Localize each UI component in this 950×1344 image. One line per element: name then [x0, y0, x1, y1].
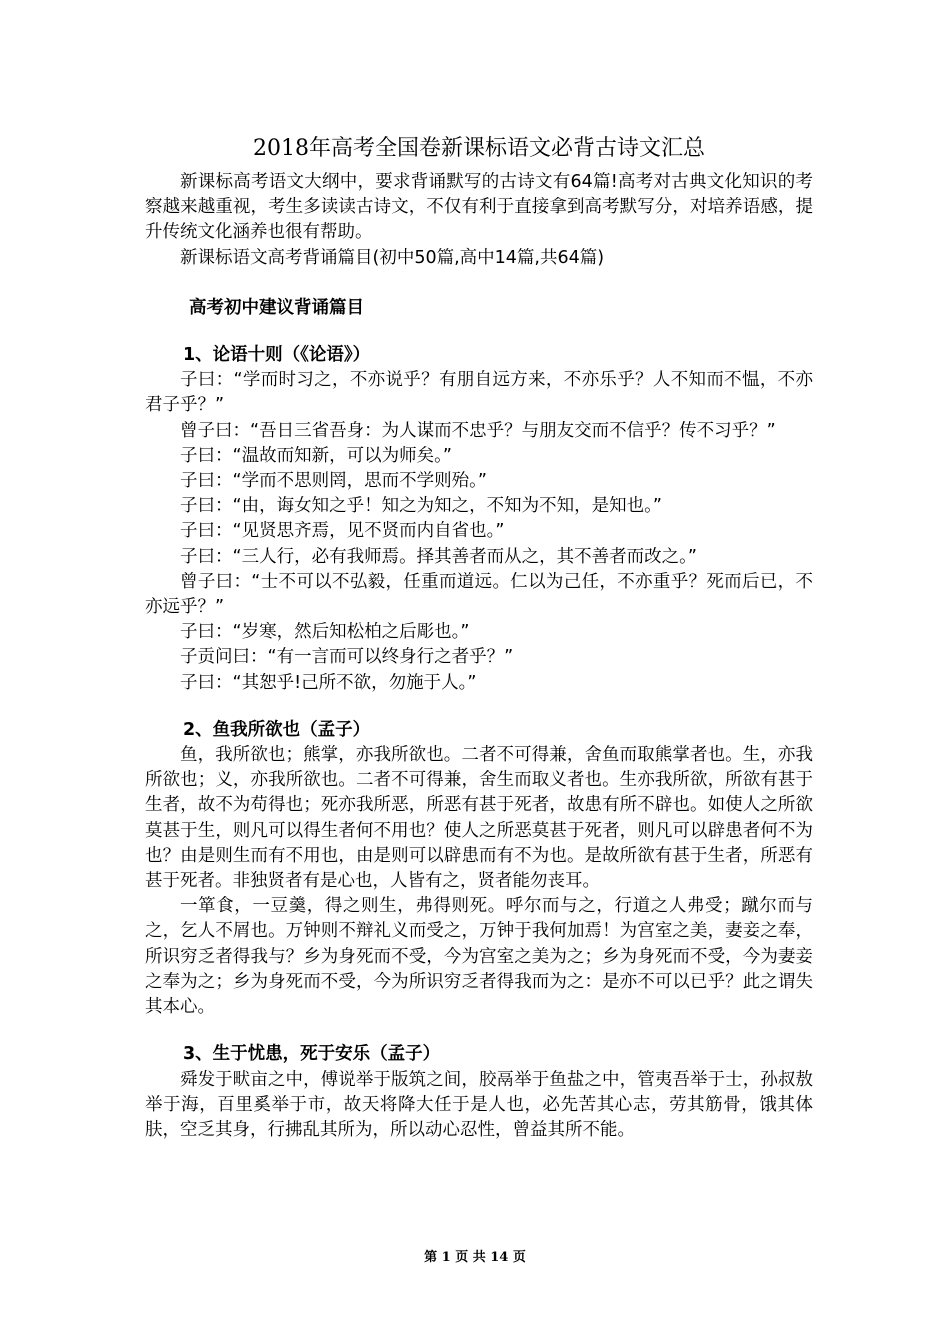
section-paragraph: 曾子曰：“吾日三省吾身：为人谋而不忠乎？与朋友交而不信乎？传不习乎？” [180, 420, 776, 441]
section-paragraph: 子曰：“岁寒，然后知松柏之后彫也。” [180, 622, 470, 643]
section-paragraph: 子曰：“温故而知新，可以为师矣。” [180, 445, 452, 466]
document-body [145, 134, 813, 1143]
section-heading: 2、鱼我所欲也（孟子） [183, 719, 371, 740]
intro-paragraph: 新课标高考语文大纲中，要求背诵默写的古诗文有64篇!高考对古典文化知识的考察越来越重视，考生多读读古诗文，不仅有利于直接拿到高考默写分，对培养语感，提升传统文化涵养也很有帮助。 [145, 172, 813, 243]
section-paragraph: 子贡问曰：“有一言而可以终身行之者乎？” [180, 647, 514, 668]
section-paragraph: 鱼，我所欲也；熊掌，亦我所欲也。二者不可得兼，舍鱼而取熊掌者也。生，亦我所欲也；义，亦我所欲也。二者不可得兼，舍生而取义者也。生亦我所欲，所欲有甚于生者，故不为苟得也；死亦我所恶，所恶有甚于死者，故患有所不辟也。如使人之所欲莫甚于生，则凡可以得生者何不用也？使人之所恶莫甚于死者，则凡可以辟患者何不为也？由是则生而有不用也，由是则可以辟患而有不为也。是故所欲有甚于生者，所恶有甚于死者。非独贤者有是心也，人皆有之，贤者能勿丧耳。 [145, 745, 813, 892]
document-title: 2018年高考全国卷新课标语文必背古诗文汇总 [253, 136, 705, 161]
section-paragraph: 子曰：“由，诲女知之乎！知之为知之，不知为不知，是知也。” [180, 496, 662, 517]
spacer [145, 1020, 813, 1042]
section-paragraph: 舜发于畎亩之中，傅说举于版筑之间，胶鬲举于鱼盐之中，管夷吾举于士，孙叔敖举于海，百里奚举于市，故天将降大任于是人也，必先苦其心志，劳其筋骨，饿其体肤，空乏其身，行拂乱其所为，所以动心忍性，曾益其所不能。 [145, 1069, 813, 1140]
page-footer: 第 1 页 共 14 页 [424, 1250, 526, 1265]
section-paragraph: 子曰：“学而时习之，不亦说乎？有朋自远方来，不亦乐乎？人不知而不愠，不亦君子乎？” [145, 370, 813, 416]
section-paragraph: 曾子曰：“士不可以不弘毅，任重而道远。仁以为己任，不亦重乎？死而后已，不亦远乎？” [145, 571, 813, 618]
intro-paragraph: 新课标语文高考背诵篇目(初中50篇,高中14篇,共64篇) [180, 247, 605, 268]
section-paragraph: 子曰：“学而不思则罔，思而不学则殆。” [180, 471, 487, 492]
spacer [145, 321, 813, 343]
section-paragraph: 子曰：“见贤思齐焉，见不贤而内自省也。” [180, 521, 505, 542]
section-heading: 1、论语十则（《论语》） [183, 345, 371, 366]
spacer [145, 696, 813, 718]
spacer [145, 271, 813, 296]
section-paragraph: 一箪食，一豆羹，得之则生，弗得则死。呼尔而与之，行道之人弗受；蹴尔而与之，乞人不屑也。万钟则不辩礼义而受之，万钟于我何加焉！为宫室之美，妻妾之奉，所识穷乏者得我与？乡为身死而不受，今为宫室之美为之；乡为身死而不受，今为妻妾之奉为之；乡为身死而不受，今为所识穷乏者得我而为之：是亦不可以已乎？此之谓失其本心。 [145, 896, 813, 1018]
section-heading: 3、生于忧患，死于安乐（孟子） [183, 1044, 441, 1065]
section-paragraph: 子曰：“其恕乎!己所不欲，勿施于人。” [180, 672, 477, 693]
section-paragraph: 子曰：“三人行，必有我师焉。择其善者而从之，其不善者而改之。” [180, 546, 697, 567]
subheading: 高考初中建议背诵篇目 [189, 297, 364, 318]
